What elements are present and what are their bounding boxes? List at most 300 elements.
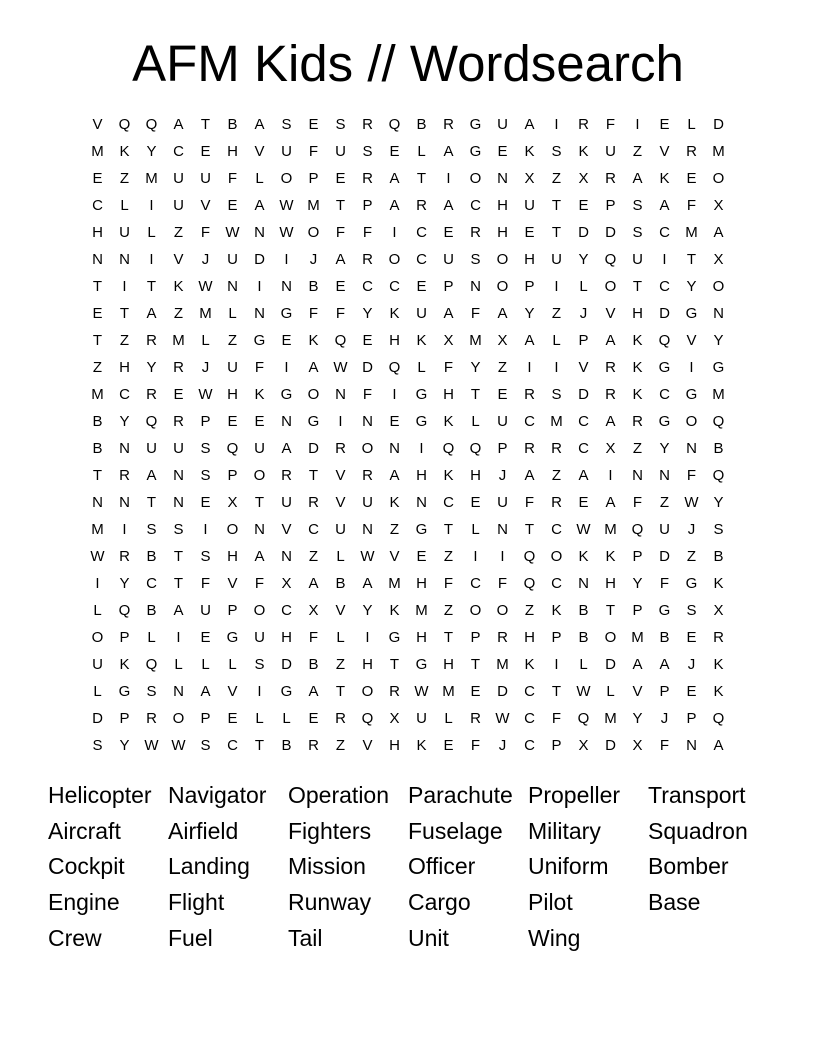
- grid-letter: A: [308, 683, 319, 700]
- grid-letter: E: [659, 116, 670, 133]
- grid-letter: L: [579, 278, 588, 295]
- grid-letter: R: [146, 710, 157, 727]
- grid-letter: A: [254, 116, 265, 133]
- grid-letter: T: [551, 224, 562, 241]
- grid-letter: M: [550, 413, 563, 430]
- word-list-item: Unit: [408, 924, 449, 951]
- grid-letter: N: [632, 467, 643, 484]
- grid-letter: T: [308, 467, 319, 484]
- grid-letter: L: [471, 521, 480, 538]
- grid-letter: O: [226, 521, 239, 538]
- grid-letter: P: [578, 332, 589, 349]
- grid-letter: G: [658, 413, 671, 430]
- grid-letter: M: [91, 143, 104, 160]
- grid-letter: B: [335, 575, 346, 592]
- grid-letter: P: [308, 170, 319, 187]
- grid-letter: A: [389, 467, 400, 484]
- grid-letter: D: [659, 548, 670, 565]
- grid-letter: A: [443, 305, 454, 322]
- grid-letter: N: [416, 494, 427, 511]
- grid-letter: N: [119, 440, 130, 457]
- grid-letter: R: [605, 359, 616, 376]
- grid-letter: L: [336, 629, 345, 646]
- grid-letter: O: [685, 413, 698, 430]
- grid-letter: S: [146, 521, 157, 538]
- grid-letter: R: [362, 467, 373, 484]
- grid-letter: T: [416, 170, 427, 187]
- grid-letter: Z: [524, 602, 535, 619]
- grid-letter: L: [93, 683, 102, 700]
- grid-letter: H: [227, 386, 238, 403]
- grid-letter: E: [200, 629, 211, 646]
- grid-letter: K: [524, 656, 535, 673]
- grid-letter: N: [686, 440, 697, 457]
- grid-letter: U: [416, 710, 427, 727]
- grid-letter: H: [497, 197, 508, 214]
- grid-letter: G: [685, 575, 698, 592]
- grid-letter: X: [632, 737, 643, 754]
- grid-letter: Z: [659, 494, 670, 511]
- grid-letter: Z: [119, 170, 130, 187]
- grid-letter: P: [497, 440, 508, 457]
- grid-letter: G: [280, 386, 293, 403]
- grid-letter: F: [335, 305, 346, 322]
- grid-letter: H: [524, 251, 535, 268]
- grid-letter: K: [308, 332, 319, 349]
- grid-letter: N: [686, 737, 697, 754]
- grid-letter: F: [470, 305, 481, 322]
- grid-letter: D: [605, 656, 616, 673]
- grid-letter: Q: [388, 359, 401, 376]
- grid-letter: G: [415, 386, 428, 403]
- grid-letter: T: [686, 251, 697, 268]
- grid-letter: F: [362, 386, 373, 403]
- grid-letter: U: [659, 521, 670, 538]
- grid-letter: N: [227, 278, 238, 295]
- grid-letter: V: [173, 251, 184, 268]
- grid-letter: C: [146, 575, 157, 592]
- grid-letter: K: [713, 656, 724, 673]
- grid-letter: U: [443, 251, 454, 268]
- grid-letter: V: [389, 548, 400, 565]
- grid-letter: Q: [523, 548, 536, 565]
- grid-letter: P: [551, 737, 562, 754]
- grid-letter: P: [227, 602, 238, 619]
- grid-letter: U: [200, 602, 211, 619]
- grid-letter: E: [227, 710, 238, 727]
- grid-letter: Z: [443, 602, 454, 619]
- grid-letter: D: [92, 710, 103, 727]
- grid-letter: U: [632, 251, 643, 268]
- grid-letter: X: [713, 602, 724, 619]
- grid-letter: T: [605, 602, 616, 619]
- grid-letter: K: [713, 683, 724, 700]
- grid-letter: L: [471, 413, 480, 430]
- grid-letter: V: [335, 602, 346, 619]
- grid-letter: F: [443, 575, 454, 592]
- grid-letter: A: [605, 494, 616, 511]
- word-list-item: Parachute: [408, 782, 513, 808]
- grid-letter: L: [93, 602, 102, 619]
- grid-letter: A: [362, 575, 373, 592]
- grid-letter: O: [550, 548, 563, 565]
- grid-letter: Q: [442, 440, 455, 457]
- grid-letter: Z: [308, 548, 319, 565]
- grid-letter: O: [172, 710, 185, 727]
- grid-letter: E: [254, 413, 265, 430]
- grid-letter: A: [632, 656, 643, 673]
- word-list-item: Fighters: [288, 817, 372, 844]
- grid-letter: W: [684, 494, 699, 511]
- grid-letter: T: [389, 656, 400, 673]
- grid-letter: Y: [686, 278, 697, 295]
- grid-letter: S: [92, 737, 103, 754]
- grid-letter: Z: [335, 737, 346, 754]
- grid-letter: Z: [551, 467, 562, 484]
- grid-letter: P: [605, 197, 616, 214]
- grid-letter: G: [658, 602, 671, 619]
- word-list-item: Tail: [288, 924, 323, 951]
- grid-letter: D: [281, 656, 292, 673]
- grid-letter: S: [551, 143, 562, 160]
- grid-letter: Z: [551, 305, 562, 322]
- word-list-item: Squadron: [648, 817, 748, 844]
- grid-letter: V: [227, 575, 238, 592]
- grid-letter: S: [551, 386, 562, 403]
- grid-letter: G: [388, 629, 401, 646]
- grid-letter: T: [335, 197, 346, 214]
- grid-letter: H: [362, 656, 373, 673]
- grid-letter: F: [308, 305, 319, 322]
- grid-letter: K: [632, 386, 643, 403]
- grid-letter: T: [551, 197, 562, 214]
- grid-letter: H: [497, 224, 508, 241]
- grid-letter: L: [147, 629, 156, 646]
- grid-letter: L: [282, 710, 291, 727]
- grid-letter: X: [713, 197, 724, 214]
- grid-letter: M: [172, 332, 185, 349]
- grid-letter: N: [281, 413, 292, 430]
- grid-letter: B: [416, 116, 427, 133]
- grid-letter: J: [498, 467, 507, 484]
- letter-grid: [84, 111, 732, 759]
- word-list-item: Cargo: [408, 889, 471, 916]
- grid-letter: P: [227, 467, 238, 484]
- grid-letter: R: [146, 332, 157, 349]
- grid-letter: P: [119, 710, 130, 727]
- grid-letter: I: [392, 224, 397, 241]
- grid-letter: S: [632, 197, 643, 214]
- grid-letter: B: [146, 602, 157, 619]
- grid-letter: W: [198, 278, 213, 295]
- grid-letter: R: [335, 440, 346, 457]
- grid-letter: Y: [578, 251, 589, 268]
- grid-letter: U: [524, 197, 535, 214]
- grid-letter: R: [146, 386, 157, 403]
- grid-letter: W: [333, 359, 348, 376]
- word-list-item: Landing: [168, 853, 250, 880]
- grid-letter: V: [686, 332, 697, 349]
- grid-letter: J: [201, 359, 210, 376]
- grid-letter: C: [173, 143, 184, 160]
- grid-letter: R: [713, 629, 724, 646]
- grid-letter: B: [713, 440, 724, 457]
- grid-letter: O: [712, 278, 725, 295]
- grid-letter: W: [279, 197, 294, 214]
- grid-letter: A: [524, 332, 535, 349]
- grid-letter: E: [173, 386, 184, 403]
- grid-letter: H: [92, 224, 103, 241]
- grid-letter: N: [335, 386, 346, 403]
- grid-letter: P: [200, 710, 211, 727]
- grid-letter: I: [554, 359, 559, 376]
- grid-letter: F: [362, 224, 373, 241]
- grid-letter: A: [281, 440, 292, 457]
- word-list-item: Pilot: [528, 889, 573, 916]
- grid-letter: F: [686, 467, 697, 484]
- grid-letter: S: [254, 656, 265, 673]
- grid-letter: U: [254, 629, 265, 646]
- grid-letter: N: [362, 413, 373, 430]
- grid-letter: Q: [361, 710, 374, 727]
- grid-letter: C: [92, 197, 103, 214]
- grid-letter: S: [362, 143, 373, 160]
- grid-letter: U: [227, 359, 238, 376]
- grid-letter: C: [362, 278, 373, 295]
- grid-letter: R: [335, 710, 346, 727]
- grid-letter: L: [336, 548, 345, 565]
- grid-letter: E: [389, 413, 400, 430]
- grid-letter: L: [255, 710, 264, 727]
- grid-letter: N: [497, 521, 508, 538]
- grid-letter: U: [497, 413, 508, 430]
- grid-letter: I: [473, 548, 478, 565]
- grid-letter: C: [659, 224, 670, 241]
- grid-letter: N: [92, 251, 103, 268]
- grid-letter: F: [200, 224, 211, 241]
- grid-letter: A: [146, 305, 157, 322]
- grid-letter: D: [497, 683, 508, 700]
- grid-letter: E: [335, 170, 346, 187]
- grid-letter: G: [226, 629, 239, 646]
- grid-letter: C: [578, 440, 589, 457]
- grid-letter: Y: [362, 602, 373, 619]
- grid-letter: Z: [632, 143, 643, 160]
- grid-letter: X: [524, 170, 535, 187]
- grid-letter: O: [361, 440, 374, 457]
- grid-letter: X: [578, 737, 589, 754]
- grid-letter: E: [497, 143, 508, 160]
- grid-letter: F: [632, 494, 643, 511]
- grid-letter: T: [443, 521, 454, 538]
- grid-letter: N: [254, 224, 265, 241]
- grid-letter: N: [389, 440, 400, 457]
- grid-letter: E: [335, 278, 346, 295]
- grid-letter: R: [119, 467, 130, 484]
- grid-letter: P: [119, 629, 130, 646]
- grid-letter: T: [173, 548, 184, 565]
- grid-letter: Z: [632, 440, 643, 457]
- grid-letter: H: [443, 386, 454, 403]
- grid-letter: I: [500, 548, 505, 565]
- grid-letter: P: [362, 197, 373, 214]
- grid-letter: G: [307, 413, 320, 430]
- grid-letter: Q: [118, 602, 131, 619]
- grid-letter: R: [173, 413, 184, 430]
- grid-letter: R: [470, 710, 481, 727]
- grid-letter: W: [279, 224, 294, 241]
- grid-letter: Y: [119, 575, 130, 592]
- grid-letter: C: [524, 710, 535, 727]
- grid-letter: V: [254, 143, 265, 160]
- word-list-item: Airfield: [168, 817, 239, 844]
- grid-letter: R: [524, 440, 535, 457]
- grid-letter: D: [605, 224, 616, 241]
- grid-letter: W: [495, 710, 510, 727]
- grid-letter: C: [308, 521, 319, 538]
- grid-letter: N: [497, 170, 508, 187]
- grid-letter: N: [578, 575, 589, 592]
- grid-letter: N: [173, 494, 184, 511]
- grid-letter: A: [632, 170, 643, 187]
- grid-letter: X: [308, 602, 319, 619]
- grid-letter: Q: [469, 440, 482, 457]
- grid-letter: H: [605, 575, 616, 592]
- grid-letter: L: [417, 143, 426, 160]
- grid-letter: S: [200, 548, 211, 565]
- grid-letter: S: [173, 521, 184, 538]
- grid-letter: X: [227, 494, 238, 511]
- grid-letter: T: [146, 494, 157, 511]
- grid-letter: E: [416, 548, 427, 565]
- grid-letter: U: [551, 251, 562, 268]
- grid-letter: S: [200, 737, 211, 754]
- grid-letter: E: [686, 683, 697, 700]
- grid-letter: Y: [362, 305, 373, 322]
- grid-letter: D: [713, 116, 724, 133]
- grid-letter: A: [605, 413, 616, 430]
- grid-letter: K: [173, 278, 184, 295]
- grid-letter: A: [443, 143, 454, 160]
- grid-letter: I: [554, 116, 559, 133]
- grid-letter: Y: [119, 737, 130, 754]
- grid-letter: G: [685, 386, 698, 403]
- grid-letter: T: [119, 305, 130, 322]
- grid-letter: O: [496, 251, 509, 268]
- grid-letter: E: [686, 629, 697, 646]
- grid-letter: Z: [119, 332, 130, 349]
- grid-letter: Z: [335, 656, 346, 673]
- grid-letter: Y: [632, 710, 643, 727]
- grid-letter: K: [713, 575, 724, 592]
- grid-letter: I: [95, 575, 100, 592]
- grid-letter: Q: [145, 413, 158, 430]
- grid-letter: P: [659, 683, 670, 700]
- grid-letter: U: [335, 143, 346, 160]
- grid-letter: C: [416, 251, 427, 268]
- grid-letter: U: [119, 224, 130, 241]
- grid-letter: I: [284, 359, 289, 376]
- grid-letter: A: [308, 575, 319, 592]
- grid-letter: C: [227, 737, 238, 754]
- grid-letter: B: [146, 548, 157, 565]
- grid-letter: X: [497, 332, 508, 349]
- grid-letter: M: [496, 656, 509, 673]
- grid-letter: T: [254, 494, 265, 511]
- word-list-item: Flight: [168, 889, 225, 916]
- grid-letter: H: [416, 629, 427, 646]
- grid-letter: F: [335, 224, 346, 241]
- grid-letter: D: [659, 305, 670, 322]
- grid-letter: P: [632, 548, 643, 565]
- grid-letter: R: [308, 494, 319, 511]
- grid-letter: S: [713, 521, 724, 538]
- grid-letter: T: [92, 467, 103, 484]
- grid-letter: X: [389, 710, 400, 727]
- grid-letter: A: [659, 197, 670, 214]
- grid-letter: P: [551, 629, 562, 646]
- grid-letter: A: [308, 359, 319, 376]
- grid-letter: V: [605, 305, 616, 322]
- grid-letter: B: [92, 413, 103, 430]
- word-list-item: Propeller: [528, 782, 621, 808]
- grid-letter: W: [198, 386, 213, 403]
- grid-letter: D: [605, 737, 616, 754]
- grid-letter: R: [686, 143, 697, 160]
- word-list-item: Uniform: [528, 853, 609, 880]
- grid-letter: Y: [146, 359, 157, 376]
- grid-letter: M: [388, 575, 401, 592]
- word-list-item: Crew: [48, 924, 102, 951]
- grid-letter: Q: [145, 116, 158, 133]
- grid-letter: S: [200, 440, 211, 457]
- word-list: [48, 778, 768, 956]
- grid-letter: S: [335, 116, 346, 133]
- grid-letter: U: [605, 143, 616, 160]
- grid-letter: H: [389, 737, 400, 754]
- grid-letter: N: [470, 278, 481, 295]
- grid-letter: E: [578, 494, 589, 511]
- grid-letter: G: [415, 413, 428, 430]
- grid-letter: E: [362, 332, 373, 349]
- grid-letter: Z: [551, 170, 562, 187]
- grid-letter: O: [361, 683, 374, 700]
- grid-letter: X: [443, 332, 454, 349]
- grid-letter: H: [470, 467, 481, 484]
- grid-letter: G: [415, 656, 428, 673]
- grid-letter: R: [632, 413, 643, 430]
- grid-letter: K: [389, 602, 400, 619]
- grid-letter: D: [578, 224, 589, 241]
- grid-letter: G: [118, 683, 131, 700]
- grid-letter: T: [632, 278, 643, 295]
- grid-letter: P: [686, 710, 697, 727]
- grid-letter: I: [554, 278, 559, 295]
- grid-letter: Q: [523, 575, 536, 592]
- grid-letter: K: [443, 467, 454, 484]
- grid-letter: H: [416, 467, 427, 484]
- grid-letter: F: [659, 575, 670, 592]
- grid-letter: K: [605, 548, 616, 565]
- grid-letter: Q: [631, 521, 644, 538]
- word-list-item: Transport: [648, 782, 746, 808]
- grid-letter: R: [443, 116, 454, 133]
- grid-letter: K: [524, 143, 535, 160]
- grid-letter: O: [496, 602, 509, 619]
- grid-letter: W: [225, 224, 240, 241]
- grid-letter: F: [659, 737, 670, 754]
- grid-letter: R: [308, 737, 319, 754]
